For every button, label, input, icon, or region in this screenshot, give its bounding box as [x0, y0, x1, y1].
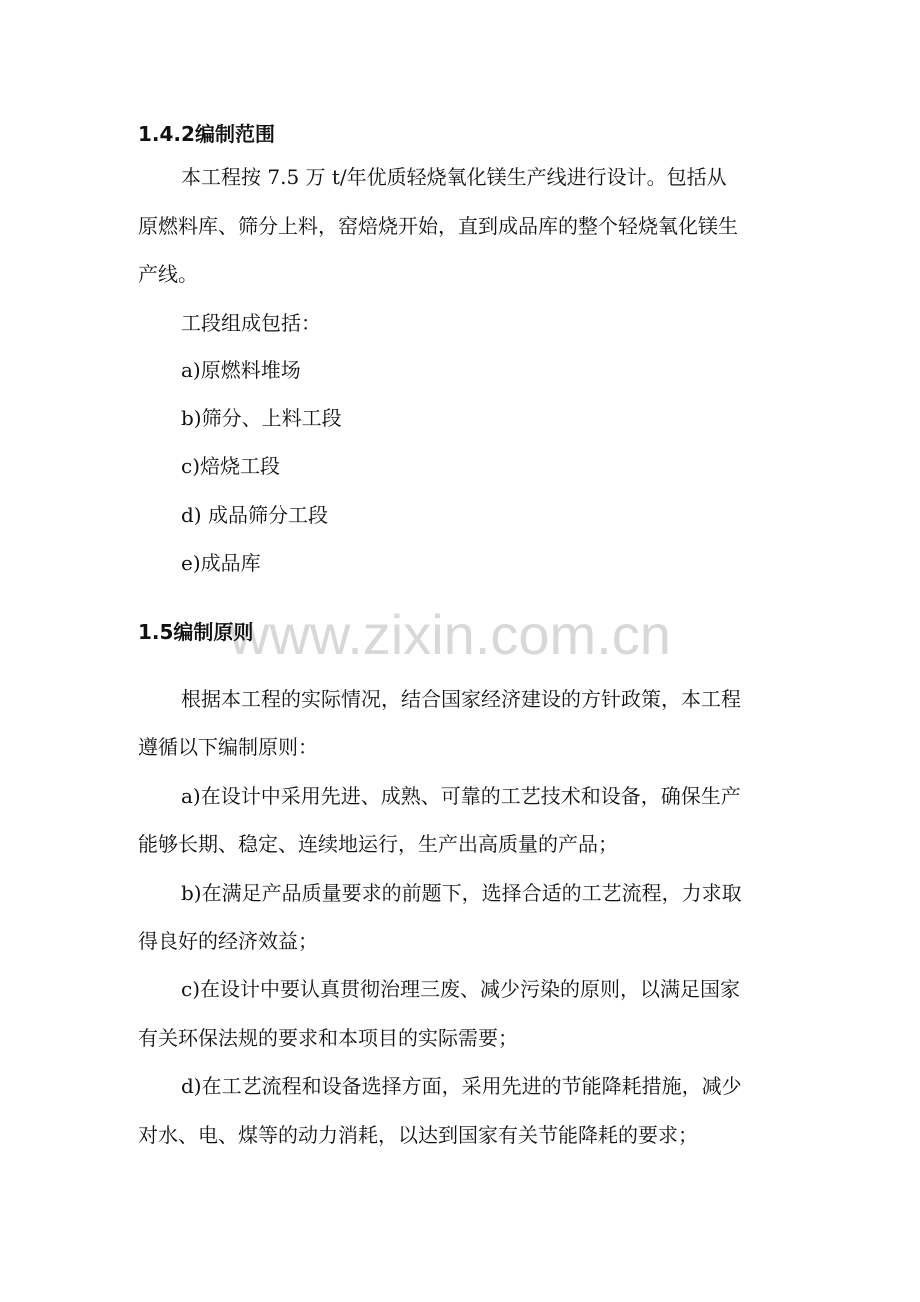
paragraph-line: 原燃料库、筛分上料，窑焙烧开始，直到成品库的整个轻烧氧化镁生 [138, 214, 738, 238]
principle-line: d)在工艺流程和设备选择方面，采用先进的节能降耗措施，减少 [181, 1074, 742, 1098]
paragraph-line: 本工程按 7.5 万 t/年优质轻烧氧化镁生产线进行设计。包括从 [181, 165, 727, 189]
list-intro: 工段组成包括： [181, 311, 321, 335]
principle-line: 对水、电、煤等的动力消耗，以达到国家有关节能降耗的要求； [138, 1123, 698, 1147]
list-item: c)焙烧工段 [181, 454, 281, 478]
principle-line: a)在设计中采用先进、成熟、可靠的工艺技术和设备，确保生产 [181, 784, 741, 808]
principle-line: 能够长期、稳定、连续地运行，生产出高质量的产品； [138, 832, 618, 856]
principle-line: 得良好的经济效益； [138, 929, 318, 953]
list-item: b)筛分、上料工段 [181, 406, 342, 430]
section-heading-1-4-2: 1.4.2编制范围 [138, 122, 275, 146]
principle-line: b)在满足产品质量要求的前题下，选择合适的工艺流程，力求取 [181, 881, 742, 905]
paragraph-line: 遵循以下编制原则： [138, 735, 318, 759]
paragraph-line: 根据本工程的实际情况，结合国家经济建设的方针政策，本工程 [181, 687, 741, 711]
list-item: a)原燃料堆场 [181, 358, 301, 382]
section-heading-1-5: 1.5编制原则 [138, 620, 254, 644]
list-item: e)成品库 [181, 551, 261, 575]
principle-line: 有关环保法规的要求和本项目的实际需要； [138, 1026, 518, 1050]
paragraph-line: 产线。 [138, 262, 198, 286]
list-item: d) 成品筛分工段 [181, 503, 328, 527]
watermark: www.zixin.com.cn [229, 603, 671, 666]
principle-line: c)在设计中要认真贯彻治理三废、减少污染的原则，以满足国家 [181, 977, 741, 1001]
